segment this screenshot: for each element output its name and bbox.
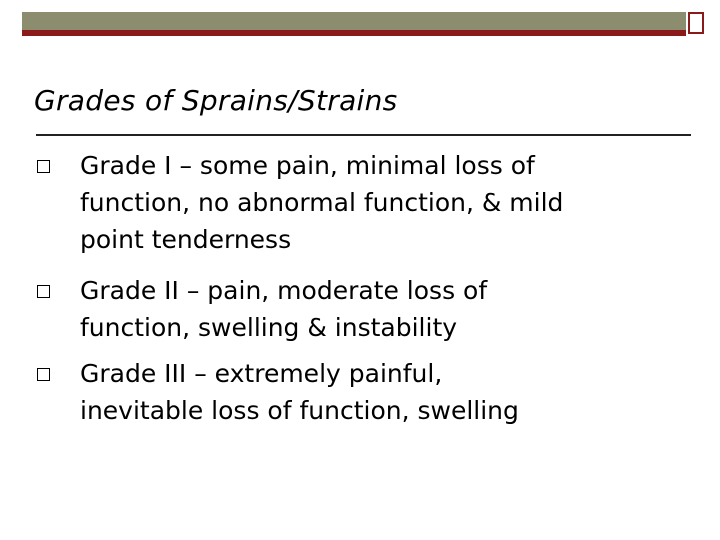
- bullet-line: point tenderness: [80, 225, 292, 254]
- bullet-line: Grade III – extremely painful,: [80, 359, 443, 388]
- slide-title: Grades of Sprains/Strains: [34, 84, 398, 117]
- hollow-square-bullet-icon: [37, 160, 50, 173]
- bullet-item-grade-1: [80, 147, 680, 258]
- bullet-line: Grade II – pain, moderate loss of: [80, 276, 488, 305]
- bullet-item-grade-3: [80, 355, 680, 429]
- bullet-line: function, swelling & instability: [80, 313, 458, 342]
- corner-square-decoration: [688, 12, 704, 34]
- bullet-item-grade-2: [80, 272, 680, 346]
- bullet-line: inevitable loss of function, swelling: [80, 396, 519, 425]
- bullet-line: Grade I – some pain, minimal loss of: [80, 151, 535, 180]
- hollow-square-bullet-icon: [37, 368, 50, 381]
- bullet-line: function, no abnormal function, & mild: [80, 188, 564, 217]
- title-divider: [36, 134, 691, 136]
- header-bar: [22, 12, 686, 36]
- hollow-square-bullet-icon: [37, 285, 50, 298]
